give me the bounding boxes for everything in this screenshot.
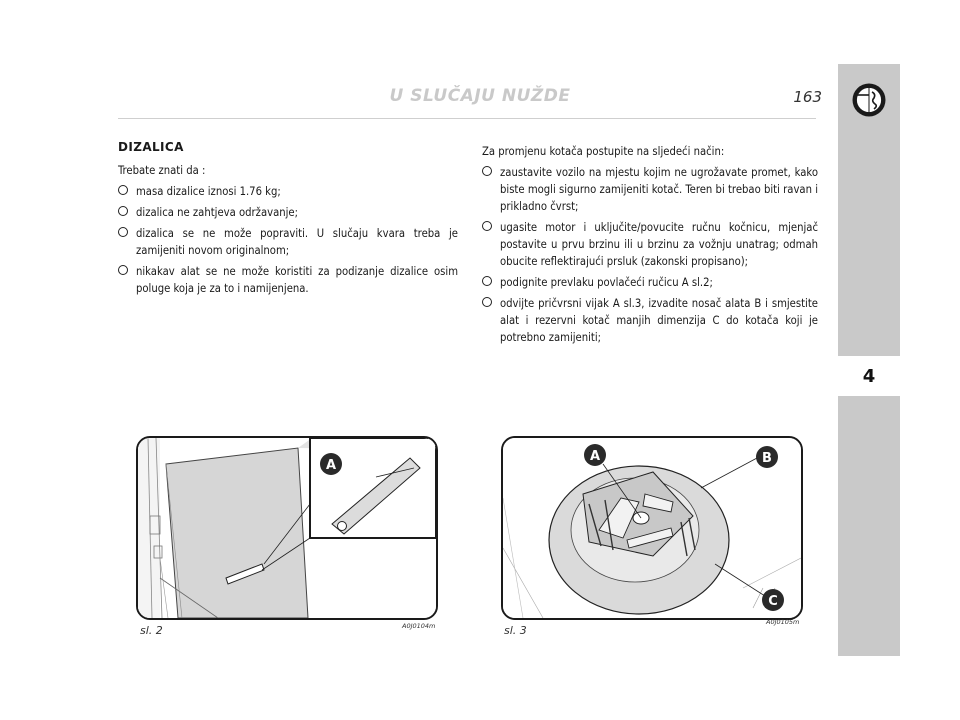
bullet-list [482, 164, 818, 346]
list-item [118, 263, 458, 297]
intro-text: Za promjenu kotača postupite na sljedeći način: [482, 145, 725, 158]
list-item [118, 225, 458, 259]
hollow-circle-bullet-icon [482, 221, 492, 231]
hollow-circle-bullet-icon [482, 276, 492, 286]
callout-a [320, 453, 342, 475]
svg-text:C: C [768, 594, 778, 609]
list-item-text: dizalica ne zahtjeva održavanje; [136, 206, 299, 219]
callout-b [756, 446, 778, 468]
list-item-text: dizalica se ne može popraviti. U slučaju kvara treba je zamijeniti novom originalnom; [136, 227, 458, 257]
list-item [118, 183, 458, 200]
figure-trunk-lever [136, 436, 438, 620]
hollow-circle-bullet-icon [118, 185, 128, 195]
left-column [118, 140, 458, 301]
callout-a [584, 444, 606, 466]
spare-wheel-illustration [503, 438, 801, 618]
hollow-circle-bullet-icon [118, 227, 128, 237]
list-item-text: nikakav alat se ne može koristiti za podizanje dizalice osim poluge koja je za to i namijenjena. [136, 265, 458, 295]
hollow-circle-bullet-icon [118, 206, 128, 216]
list-item [482, 295, 818, 346]
trunk-illustration [138, 438, 436, 618]
hollow-circle-bullet-icon [482, 297, 492, 307]
list-item-text: odvijte pričvrsni vijak A sl.3, izvadite nosač alata B i smjestite alat i rezervni kotač manjih dimenzija C do kotača koji je potrebno zamijeniti; [500, 297, 818, 344]
alfa-romeo-badge-icon [851, 82, 887, 118]
list-item-text: podignite prevlaku povlačeći ručicu A sl.2; [500, 276, 713, 289]
list-item [482, 274, 818, 291]
svg-text:A: A [325, 458, 337, 473]
header-divider [118, 118, 816, 119]
section-title: U SLUČAJU NUŽDE [389, 86, 571, 106]
section-heading: DIZALICA [118, 140, 184, 154]
svg-text:B: B [762, 451, 772, 466]
bullet-list [118, 183, 458, 297]
figure-caption: sl. 2 [140, 624, 163, 637]
list-item [482, 164, 818, 215]
hollow-circle-bullet-icon [118, 265, 128, 275]
chapter-number: 4 [838, 356, 900, 396]
figure-code: A0J0104m [402, 622, 436, 630]
list-item [482, 219, 818, 270]
svg-text:A: A [589, 449, 601, 464]
list-item-text: masa dizalice iznosi 1.76 kg; [136, 185, 281, 198]
page-number: 163 [793, 88, 822, 106]
right-column [482, 143, 818, 350]
list-item [118, 204, 458, 221]
list-item-text: ugasite motor i uključite/povucite ručnu kočnicu, mjenjač postavite u prvu brzinu ili u brzinu za vožnju unatrag; odmah obucite reflektirajući prsluk (zakonski propisano); [500, 221, 818, 268]
list-item-text: zaustavite vozilo na mjestu kojim ne ugrožavate promet, kako biste mogli sigurno zamijeniti kotač. Teren bi trebao biti ravan i prikladno čvrst; [500, 166, 818, 213]
callout-c [762, 589, 784, 611]
figure-code: A0J0105m [766, 618, 800, 626]
figure-caption: sl. 3 [504, 624, 527, 637]
hollow-circle-bullet-icon [482, 166, 492, 176]
intro-text: Trebate znati da : [118, 164, 206, 177]
figure-spare-wheel [501, 436, 803, 620]
